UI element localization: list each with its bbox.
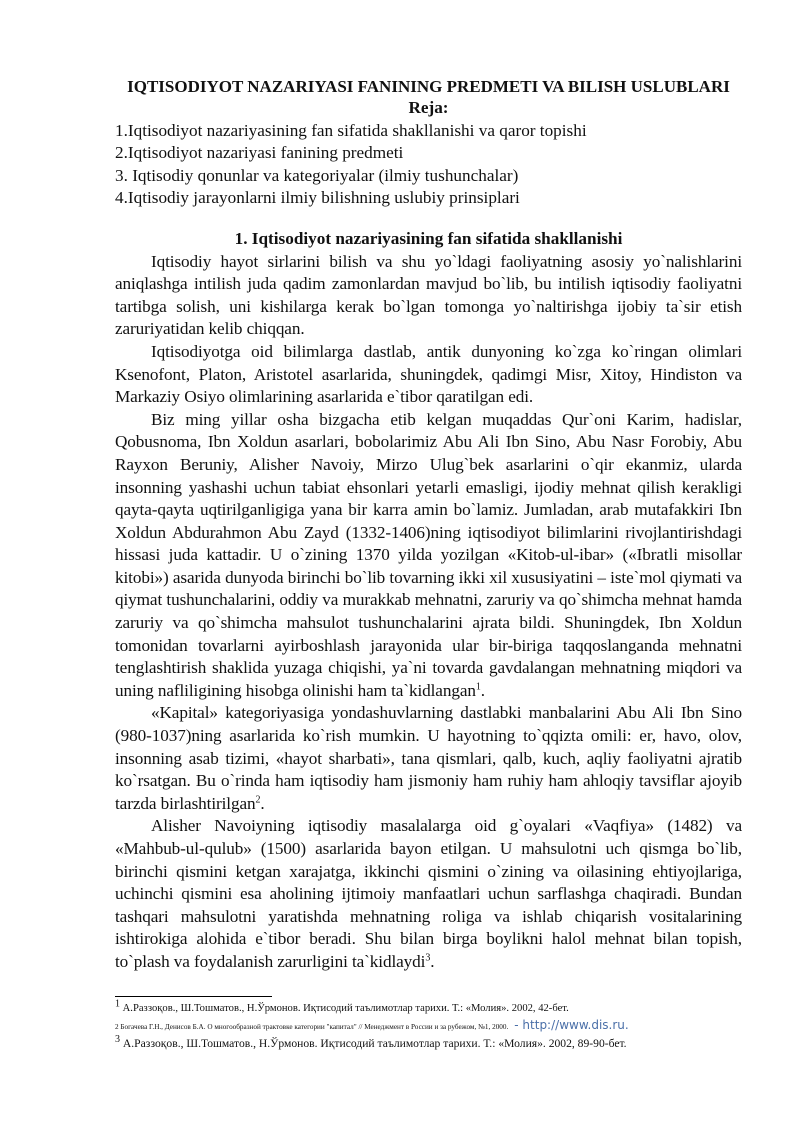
document-title: IQTISODIYOT NAZARIYASI FANINING PREDMETI VA BILISH USLUBLARI [127,77,730,96]
footnote-link[interactable]: - http://www.dis.ru. [514,1018,629,1032]
paragraph-text: Iqtisodiyotga oid bilimlarga dastlab, antik dunyoning ko`zga ko`ringan olimlari Ksenofont, Platon, Aristotel asarlarida, shuningdek, qadimgi Misr, Xitoy, Hindiston va Markaziy Osiyo olimlarining asarlarida e`tibor qaratilgan edi. [115,341,742,407]
footnote-text: А.Раззоқов., Ш.Тошматов., Н.Ўрмонов. Иқтисодий таълимотлар тарихи. Т.: «Молия». 2002, 42-бет. [122,1003,569,1014]
document-body [115,76,742,974]
plan-list [115,120,742,210]
footnote-text: 2 Богачева Г.Н., Денисов Б.А. О многообразной трактовке категории "капитал" // Менеджмент в России и за рубежом, №1, 2000. [115,1023,509,1031]
footnote-ref[interactable]: 3 [425,952,431,964]
footnote-text: А.Раззоқов., Ш.Тошматов., Н.Ўрмонов. Иқтисодий таълимотлар тарихи. Т.: «Молия». 2002, 89-90-бет. [122,1037,627,1050]
plan-item: 3. Iqtisodiy qonunlar va kategoriyalar (ilmiy tushunchalar) [115,165,519,185]
plan-item: 4.Iqtisodiy jarayonlarni ilmiy bilishning uslubiy prinsiplari [115,188,520,208]
plan-item: 1.Iqtisodiyot nazariyasining fan sifatida shakllanishi va qaror topishi [115,120,587,140]
paragraph [115,341,742,409]
footnote-ref[interactable]: 2 [255,794,261,806]
footnote-ref[interactable]: 1 [475,681,481,693]
plan-item: 2.Iqtisodiyot nazariyasi fanining predmeti [115,143,404,163]
paragraph-text: «Kapital» kategoriyasiga yondashuvlarning dastlabki manbalarini Abu Ali Ibn Sino (980-1037)ning asarlarida ko`rish mumkin. U hayotning to`qqizta omili: er, havo, olov, insonning asab tizimi, «hayot sharbati», tana qismlari, qalb, kuch, aqliy faoliyatni ajratib ko`rsatgan. Bu o`rinda ham iqtisodiy ham jismoniy ham ruhiy ham ahloqiy tavsiflar ajoyib tarzda birlashtirilgan [115,703,742,813]
footnote-3 [115,1034,755,1051]
plan-heading: Reja: [408,98,449,117]
paragraph: Biz ming yillar osha bizgacha etib kelgan muqaddas Qur`oni Karim, hadislar, Qobusnoma, Ibn Xoldun asarlari, bobolarimiz Abu Ali Ibn Sino, Abu Nasr Forobiy, Abu Rayxon Beruniy, Alisher Navoiy, Mirzo Ulug`bek asarlarini o`qir ekanmiz, ularda insonning yashashi uchun tabiat ehsonlari yetarli emasligi, ijodiy mehnat qilish kerakligi qayta-qayta uqtirilganligiga yana bir karra amin bo`lamiz. Jumladan, arab mutafakkiri Ibn Xoldun Abdurahmon Abu Zayd (1332-1406)ning iqtisodiyot bilimlarini rivojlantirishdagi hissasi juda kattadir. U o`zining 1370 yilda yozilgan «Kitob-ul-ibar» («Ibratli misollar kitobi») asarida dunyoda birinchi bo`lib tovarning ikki xil xususiyatini – iste`mol qiymati va qiymat tushunchalarini, oddiy va murakkab mehnatni, zaruriy va qo`shimcha mehnat hamda zaruriy va qo`shimcha mahsulot tushunchalarini ajrata bildi. Shuningdek, Ibn Xoldun tomonidan tovarlarni ayirboshlash jarayonida ular bir-biriga taqqoslanganda mehnatni tenglashtirish shaklida yuzaga chiqishi, ya`ni tovarda gavdalangan mehnatning miqdori va uning nafliligining hisobga olinishi ham ta`kidlangan$^1$. [115,409,742,700]
paragraph [115,251,742,341]
paragraph-text: Iqtisodiy hayot sirlarini bilish va shu yo`ldagi faoliyatning asosiy yo`nalishlarini aniqlashga intilish juda qadim zamonlardan mavjud bo`lib, bu intilish iqtisodiy faoliyatni tartibga solish, uni kishilarga kerak bo`lgan tomonga yo`naltirishga ijobiy ta`sir etish zaruriyatidan kelib chiqqan. [115,251,742,339]
footnote-mark: 3 [115,1034,120,1046]
footnote-mark: 1 [115,998,120,1010]
paragraph: Alisher Navoiyning iqtisodiy masalalarga oid g`oyalari «Vaqfiya» (1482) va «Mahbub-ul-qulub» (1500) asarlarida bayon etilgan. U mahsulotni uch qismga bo`lib, birinchi qismini ketgan xarajatga, ikkinchi qismini o`zining va oilasining ehtiyojlariga, uchinchi qismini esa aholining ijtimoiy manfaatlari uchun sarflashga chaqiradi. Bundan tashqari mahsulotni yaratishda mehnatning roliga va ishlab chiqarish vositalarining ishtirokiga alohida e`tibor beradi. Shu bilan birga boylikni halol mehnat bilan topish, to`plash va foydalanish zarurligini ta`kidlaydi$^3$. [115,816,742,971]
footnote-1 [115,998,755,1016]
paragraph-text: Alisher Navoiyning iqtisodiy masalalarga oid g`oyalari «Vaqfiya» (1482) va «Mahbub-ul-qulub» (1500) asarlarida bayon etilgan. U mahsulotni uch qismga bo`lib, birinchi qismini ketgan xarajatga, ikkinchi qismini o`zining va oilasining ehtiyojlariga, uchinchi qismini esa aholining ijtimoiy manfaatlari uchun sarflashga chaqiradi. Bundan tashqari mahsulotni yaratishda mehnatning roliga va ishlab chiqarish vositalarining ishtirokiga alohida e`tibor beradi. Shu bilan birga boylikni halol mehnat bilan topish, to`plash va foydalanish zarurligini ta`kidlaydi [115,816,742,971]
footnotes [115,996,755,1054]
footnote-2 [115,1019,755,1033]
paragraph: «Kapital» kategoriyasiga yondashuvlarning dastlabki manbalarini Abu Ali Ibn Sino (980-1037)ning asarlarida ko`rish mumkin. U hayotning to`qqizta omili: er, havo, olov, insonning asab tizimi, «hayot sharbati», tana qismlari, qalb, kuch, aqliy faoliyatni ajratib ko`rsatgan. Bu o`rinda ham iqtisodiy ham jismoniy ham ruhiy ham ahloqiy tavsiflar ajoyib tarzda birlashtirilgan$^2$. [115,703,742,813]
paragraph-text: Biz ming yillar osha bizgacha etib kelgan muqaddas Qur`oni Karim, hadislar, Qobusnoma, Ibn Xoldun asarlari, bobolarimiz Abu Ali Ibn Sino, Abu Nasr Forobiy, Abu Rayxon Beruniy, Alisher Navoiy, Mirzo Ulug`bek asarlarini o`qir ekanmiz, ularda insonning yashashi uchun tabiat ehsonlari yetarli emasligi, ijodiy mehnat qilish kerakligi qayta-qayta uqtirilganligiga yana bir karra amin bo`lamiz. Jumladan, arab mutafakkiri Ibn Xoldun Abdurahmon Abu Zayd (1332-1406)ning iqtisodiyot bilimlarini rivojlantirishdagi hissasi juda kattadir. U o`zining 1370 yilda yozilgan «Kitob-ul-ibar» («Ibratli misollar kitobi») asarida dunyoda birinchi bo`lib tovarning ikki xil xususiyatini – iste`mol qiymati va qiymat tushunchalarini, oddiy va murakkab mehnatni, zaruriy va qo`shimcha mehnat hamda zaruriy va qo`shimcha mahsulot tushunchalarini ajrata bildi. Shuningdek, Ibn Xoldun tomonidan tovarlarni ayirboshlash jarayonida ular bir-biriga taqqoslanganda mehnatni tenglashtirish shaklida yuzaga chiqishi, ya`ni tovarda gavdalangan mehnatning miqdori va uning nafliligining hisobga olinishi ham ta`kidlangan [115,409,742,700]
section-heading: 1. Iqtisodiyot nazariyasining fan sifatida shakllanishi [234,228,623,248]
footnote-separator [115,996,272,997]
